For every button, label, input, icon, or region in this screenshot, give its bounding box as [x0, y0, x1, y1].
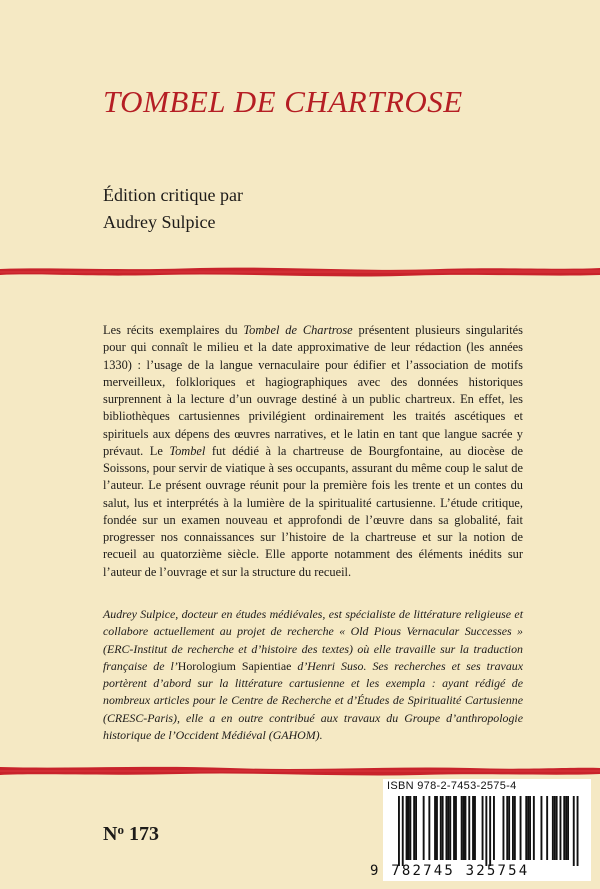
- barcode-bar: [567, 796, 569, 860]
- barcode-bar: [415, 796, 417, 860]
- biography-text: Audrey Sulpice, docteur en études médiévales, est spécialiste de littérature religieuse et collabore actuellement au projet de recherche « Old Pious Vernacular Successes » (ERC-Institut de recherche et d’histoire des textes) où elle travaille sur la traduction française de l’: [103, 607, 523, 673]
- barcode-bar: [461, 796, 463, 860]
- isbn-barcode: [370, 779, 591, 881]
- series-number: [103, 823, 159, 846]
- barcode-bar: [402, 796, 404, 866]
- barcode-bar: [533, 796, 535, 860]
- barcode-bars: [383, 794, 591, 866]
- description-title-ref: Tombel: [169, 443, 206, 458]
- top-red-rule: [0, 265, 600, 278]
- barcode-bar: [442, 796, 444, 860]
- editor-name: Audrey Sulpice: [103, 212, 216, 232]
- barcode-bar: [408, 796, 410, 860]
- barcode-bar: [436, 796, 438, 860]
- barcode-bar: [482, 796, 484, 860]
- edition-credit-line: Édition critique par: [103, 185, 243, 205]
- barcode-bar: [398, 796, 400, 866]
- isbn-label: ISBN 978-2-7453-2575-4: [387, 780, 517, 792]
- series-number-sup: o: [117, 822, 124, 837]
- barcode-bar: [525, 796, 527, 860]
- barcode-bar: [434, 796, 436, 860]
- barcode-bar: [493, 796, 495, 860]
- barcode-bar: [413, 796, 415, 860]
- barcode-bar: [563, 796, 565, 860]
- series-number-prefix: N: [103, 823, 118, 845]
- barcode-bar: [453, 796, 455, 860]
- series-number-value: 173: [128, 823, 159, 845]
- barcode-bar: [514, 796, 516, 860]
- barcode-bar: [565, 796, 567, 860]
- barcode-bar: [449, 796, 451, 860]
- biography-work-title: Horologium Sapientiae: [177, 658, 292, 673]
- biography-text: d’Henri Suso. Ses recherches et ses travaux portèrent d’abord sur la littérature cartusienne et les exempla : ayant rédigé de nombreux articles pour le Centre de Recherche et d’Études de Spiritualité Cartusienne (CRESC-Paris), elle a en outre contribué aux travaux du Groupe d’anthropologie historique de l’Occident Médiéval (GAHOM).: [103, 658, 523, 742]
- description-text: présentent plusieurs singularités pour qui connaît le milieu et la date approximative de leur rédaction (les années 1330) : l’usage de la langue vernaculaire pour édifier et l’association de motifs merveilleux, folkloriques et hagiographiques avec des données historiques surprennent à la lecture d’un ouvrage destiné à un public chartreux. En effet, les bibliothèques cartusiennes privilégient ordinairement les traités ascétiques et spirituels aux dépens des œuvres narratives, et le latin en tant que langue sacrée y prévaut. Le: [103, 323, 524, 458]
- barcode-bar: [508, 796, 510, 860]
- barcode-bar: [468, 796, 470, 860]
- barcode-bar: [560, 796, 562, 860]
- barcode-bar: [554, 796, 556, 860]
- barcode-bar: [428, 796, 430, 860]
- barcode-bar: [503, 796, 505, 860]
- barcode-bar: [541, 796, 543, 860]
- barcode-bar: [406, 796, 408, 860]
- isbn-digits: 9 782745 325754: [370, 863, 530, 879]
- barcode-bar: [573, 796, 575, 866]
- author-biography: [103, 606, 523, 744]
- barcode-bar: [485, 796, 487, 866]
- barcode-bar: [556, 796, 558, 860]
- barcode-bar: [455, 796, 457, 860]
- barcode-bar: [440, 796, 442, 860]
- description-text: Les récits exemplaires du: [103, 323, 244, 337]
- barcode-bar: [474, 796, 476, 860]
- barcode-bar: [546, 796, 548, 860]
- edition-credit: [103, 182, 243, 236]
- barcode-bar: [527, 796, 529, 860]
- barcode-bar: [446, 796, 448, 860]
- book-description: [103, 322, 523, 581]
- barcode-bar: [465, 796, 467, 860]
- description-text: fut dédié à la chartreuse de Bourgfontaine, au diocèse de Soissons, pour servir de viatique à ses occupants, assurant du même coup le salut de l’auteur. Le présent ouvrage réunit pour la première fois les trente et un contes du salut, lus et interprétés à la lumière de la spiritualité cartusienne. L’étude critique, fondée sur un examen nouveau et approfondi de l’œuvre dans sa globalité, fait progresser nos connaissances sur l’histoire de la chartreuse et sur la notion de recueil au quatorzième siècle. Elle apporte notamment des éléments inédits sur l’auteur de l’ouvrage et sur la structure du recueil.: [103, 443, 524, 579]
- barcode-bar: [520, 796, 522, 860]
- barcode-bar: [423, 796, 425, 860]
- barcode-bar: [506, 796, 508, 860]
- description-title-ref: Tombel de Chartrose: [243, 323, 353, 337]
- barcode-bar: [552, 796, 554, 860]
- barcode-bar: [489, 796, 491, 866]
- barcode-bar: [463, 796, 465, 860]
- barcode-bar: [529, 796, 531, 860]
- barcode-bar: [409, 796, 411, 860]
- barcode-bar: [512, 796, 514, 860]
- bottom-red-rule: [0, 764, 600, 777]
- barcode-bar: [577, 796, 579, 866]
- barcode-bar: [447, 796, 449, 860]
- book-title: TOMBEL DE CHARTROSE: [103, 84, 463, 119]
- barcode-bar: [472, 796, 474, 860]
